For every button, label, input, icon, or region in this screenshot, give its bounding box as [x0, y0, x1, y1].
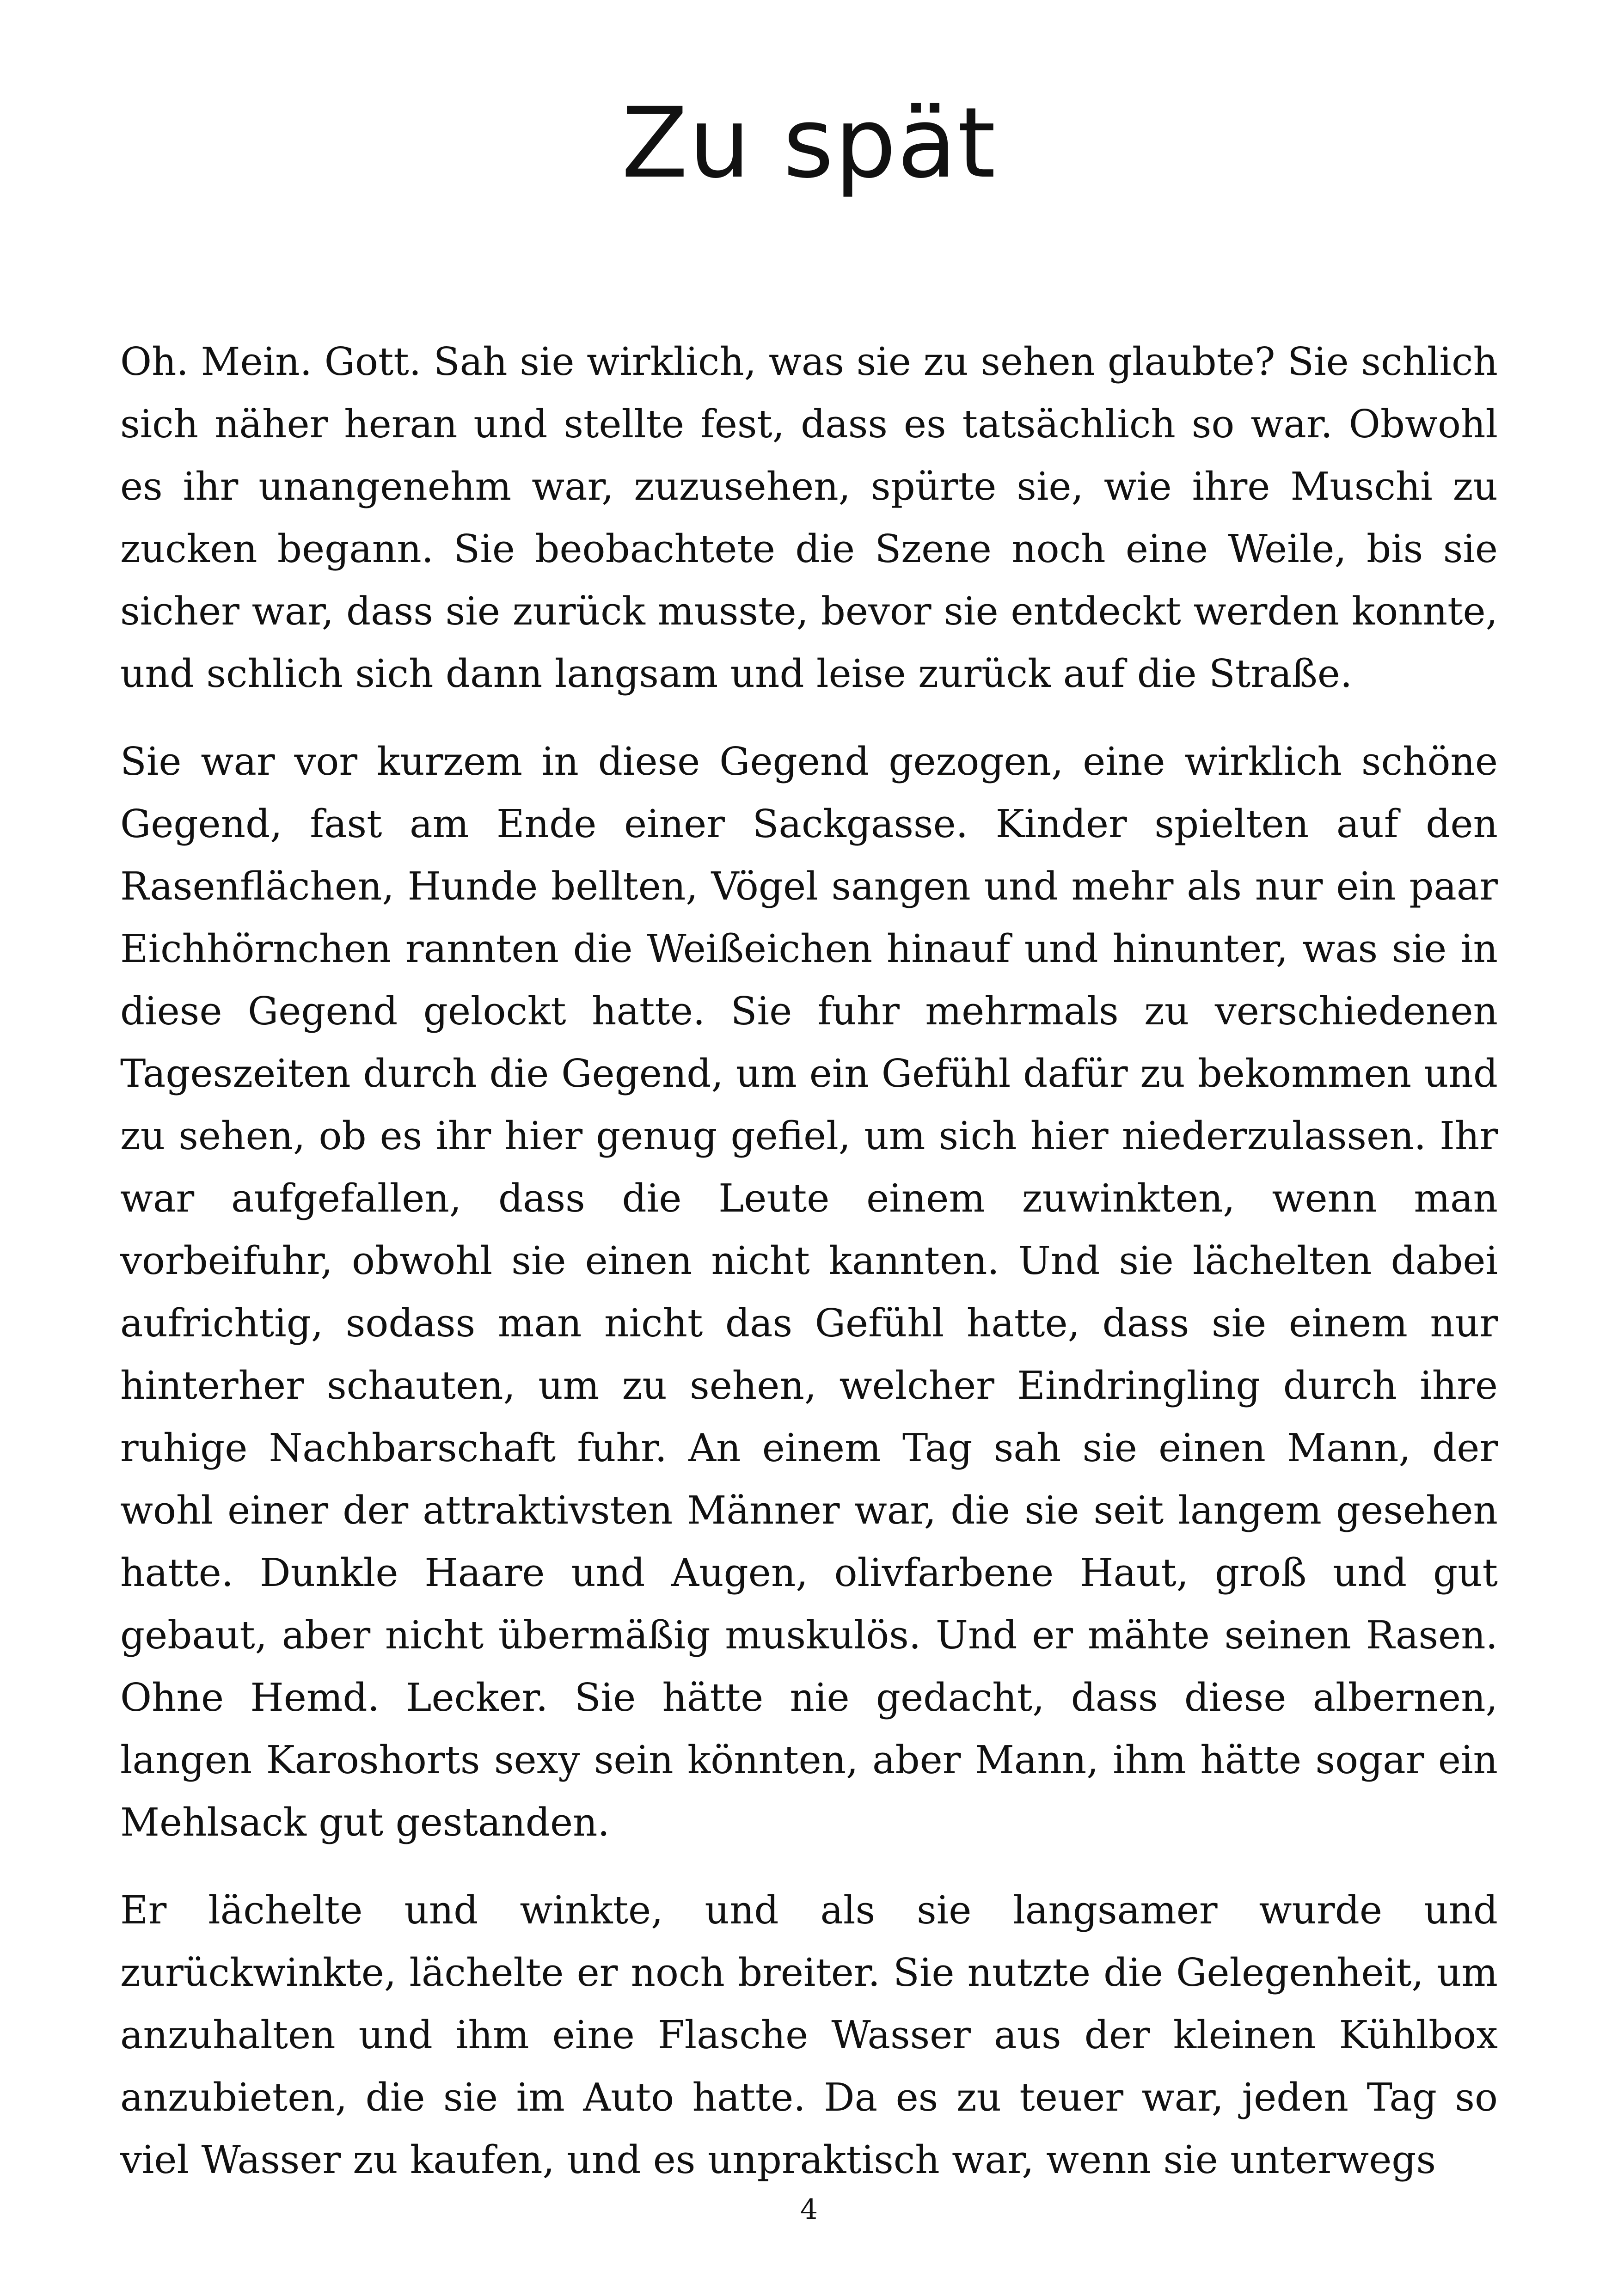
paragraph: Sie war vor kurzem in diese Gegend gezogen, eine wirklich schöne Gegend, fast am Ende einer Sackgasse. Kinder spielten auf den Rasenflächen, Hunde bellten, Vögel sangen und mehr als nur ein paar Eichhörnchen rannten die Weißeichen hinauf und hinunter, was sie in diese Gegend gelockt hatte. Sie fuhr mehrmals zu verschiedenen Tageszeiten durch die Gegend, um ein Gefühl dafür zu bekommen und zu sehen, ob es ihr hier genug gefiel, um sich hier niederzulassen. Ihr war aufgefallen, dass die Leute einem zuwinkten, wenn man vorbeifuhr, obwohl sie einen nicht kannten. Und sie lächelten dabei aufrichtig, sodass man nicht das Gefühl hatte, dass sie einem nur hinterher schauten, um zu sehen, welcher Eindringling durch ihre ruhige Nachbarschaft fuhr. An einem Tag sah sie einen Mann, der wohl einer der attraktivsten Männer war, die sie seit langem gesehen hatte. Dunkle Haare und Augen, olivfarbene Haut, groß und gut gebaut, aber nicht übermäßig muskulös. Und er mähte seinen Rasen. Ohne Hemd. Lecker. Sie hätte nie gedacht, dass diese albernen, langen Karoshorts sexy sein könnten, aber Mann, ihm hätte sogar ein Mehlsack gut gestanden.	[120, 739, 1498, 1845]
page-title: Zu spät	[621, 86, 997, 200]
page-number: 4	[800, 2193, 818, 2226]
paragraph: Oh. Mein. Gott. Sah sie wirklich, was sie zu sehen glaubte? Sie schlich sich näher heran und stellte fest, dass es tatsächlich so war. Obwohl es ihr unangenehm war, zuzusehen, spürte sie, wie ihre Muschi zu zucken begann. Sie beobachtete die Szene noch eine Weile, bis sie sicher war, dass sie zurück musste, bevor sie entdeckt werden konnte, und schlich sich dann langsam und leise zurück auf die Straße.	[120, 339, 1498, 696]
body-text	[120, 331, 1498, 2216]
paragraph: Er lächelte und winkte, und als sie langsamer wurde und zurückwinkte, lächelte er noch breiter. Sie nutzte die Gelegenheit, um anzuhalten und ihm eine Flasche Wasser aus der kleinen Kühlbox anzubieten, die sie im Auto hatte. Da es zu teuer war, jeden Tag so viel Wasser zu kaufen, und es unpraktisch war, wenn sie unterwegs	[120, 1888, 1498, 2182]
